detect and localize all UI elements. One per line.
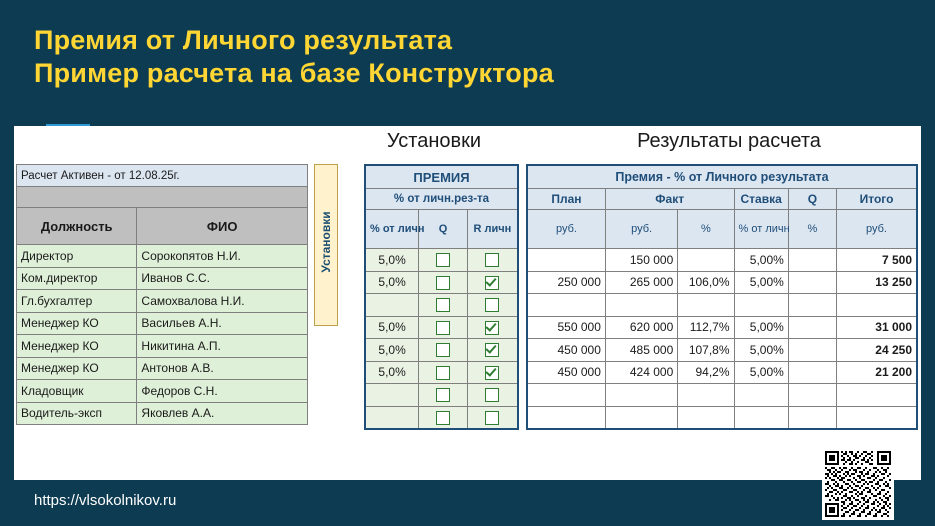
checkbox-r[interactable] [485,388,499,402]
results-table [526,164,918,430]
column-header-q: Q [419,210,468,249]
cell-itogo: 21 200 [837,361,917,384]
cell-fakt: 424 000 [605,361,677,384]
cell-position: Гл.бухгалтер [17,290,137,313]
cell-fio: Антонов А.В. [137,357,308,380]
checkbox-q[interactable] [436,388,450,402]
cell-fakt [605,294,677,317]
settings-title-row [365,165,518,189]
column-header-stavka: Ставка [734,189,788,210]
table-row[interactable] [365,406,518,429]
table-row[interactable] [527,294,917,317]
results-units-row [527,210,917,249]
table-row[interactable] [17,312,308,335]
cell-percent: 106,0% [678,271,734,294]
results-title-row [527,165,917,189]
checkbox-q[interactable] [436,366,450,380]
table-row[interactable] [527,339,917,362]
cell-itogo: 24 250 [837,339,917,362]
cell-position: Ком.директор [17,267,137,290]
table-row[interactable] [17,380,308,403]
table-row[interactable] [365,384,518,407]
cell-fio: Иванов С.С. [137,267,308,290]
checkbox-q-cell[interactable] [419,271,468,294]
checkbox-q[interactable] [436,321,450,335]
table-row[interactable] [17,290,308,313]
cell-itogo: 7 500 [837,249,917,272]
title-line-1: Премия от Личного результата [34,25,453,55]
checkbox-r-cell[interactable] [467,384,518,407]
cell-percent[interactable]: 5,0% [365,249,419,272]
cell-plan [527,249,605,272]
checkbox-r-cell[interactable] [467,339,518,362]
cell-percent[interactable] [365,384,419,407]
cell-plan [527,406,605,429]
table-row[interactable] [365,361,518,384]
cell-itogo [837,294,917,317]
cell-plan: 550 000 [527,316,605,339]
settings-header-row [365,210,518,249]
cell-percent [678,249,734,272]
results-group-header-row [527,189,917,210]
checkbox-q-cell[interactable] [419,384,468,407]
site-url: https://vlsokolnikov.ru [34,492,177,509]
column-header-itogo: Итого [837,189,917,210]
cell-percent: 107,8% [678,339,734,362]
cell-q [788,316,836,339]
table-row[interactable] [365,339,518,362]
cell-fakt [605,406,677,429]
cell-percent[interactable]: 5,0% [365,316,419,339]
checkbox-q-cell[interactable] [419,339,468,362]
cell-percent: 112,7% [678,316,734,339]
cell-itogo [837,384,917,407]
page-title [34,24,554,90]
cell-stavka: 5,00% [734,249,788,272]
cell-fakt: 620 000 [605,316,677,339]
cell-position: Менеджер КО [17,357,137,380]
checkbox-r-cell[interactable] [467,316,518,339]
checkbox-r[interactable] [485,321,499,335]
cell-plan [527,294,605,317]
cell-itogo: 13 250 [837,271,917,294]
cell-fakt: 150 000 [605,249,677,272]
cell-q [788,361,836,384]
cell-stavka: 5,00% [734,316,788,339]
status-badge: Расчет Активен - от 12.08.25г. [17,165,308,187]
title-line-2: Пример расчета на базе Конструктора [34,58,554,88]
column-header-fio: ФИО [137,208,308,245]
cell-fakt: 485 000 [605,339,677,362]
settings-table [364,164,519,430]
cell-stavka [734,384,788,407]
checkbox-q-cell[interactable] [419,249,468,272]
table-row[interactable] [527,271,917,294]
cell-stavka [734,294,788,317]
cell-stavka: 5,00% [734,271,788,294]
checkbox-r[interactable] [485,253,499,267]
checkbox-q-cell[interactable] [419,316,468,339]
cell-position: Водитель-эксп [17,402,137,425]
table-row[interactable] [527,361,917,384]
cell-fio: Яковлев А.А. [137,402,308,425]
cell-percent: 94,2% [678,361,734,384]
checkbox-r[interactable] [485,366,499,380]
checkbox-q[interactable] [436,253,450,267]
column-header-position: Должность [17,208,137,245]
checkbox-q-cell[interactable] [419,406,468,429]
cell-q [788,294,836,317]
cell-plan: 250 000 [527,271,605,294]
cell-position: Директор [17,245,137,268]
status-row [17,165,308,187]
results-section-title: Результаты расчета [637,130,821,152]
cell-percent[interactable]: 5,0% [365,361,419,384]
staff-table [16,164,308,425]
column-header-q: Q [788,189,836,210]
cell-fio: Сорокопятов Н.И. [137,245,308,268]
checkbox-r-cell[interactable] [467,361,518,384]
cell-fio: Васильев А.Н. [137,312,308,335]
tab-settings[interactable] [314,164,338,326]
cell-position: Менеджер КО [17,312,137,335]
checkbox-q[interactable] [436,276,450,290]
unit-plan: руб. [527,210,605,249]
unit-percent: % [678,210,734,249]
cell-itogo [837,406,917,429]
checkbox-r[interactable] [485,411,499,425]
cell-plan: 450 000 [527,339,605,362]
checkbox-q[interactable] [436,343,450,357]
checkbox-q[interactable] [436,411,450,425]
table-row[interactable] [365,249,518,272]
unit-itogo: руб. [837,210,917,249]
gray-band [17,187,308,208]
checkbox-r-cell[interactable] [467,406,518,429]
cell-percent [678,294,734,317]
tab-settings-label: Установки [319,211,333,273]
unit-fakt: руб. [605,210,677,249]
cell-fio: Федоров С.Н. [137,380,308,403]
table-row[interactable] [527,316,917,339]
table-row[interactable] [527,249,917,272]
cell-percent[interactable]: 5,0% [365,271,419,294]
cell-fakt [605,384,677,407]
checkbox-r-cell[interactable] [467,271,518,294]
cell-stavka: 5,00% [734,339,788,362]
spreadsheet-panel [14,126,921,480]
table-row[interactable] [365,271,518,294]
table-row[interactable] [17,357,308,380]
table-row[interactable] [17,245,308,268]
cell-percent[interactable] [365,294,419,317]
cell-plan [527,384,605,407]
table-row[interactable] [527,384,917,407]
cell-q [788,339,836,362]
cell-percent [678,406,734,429]
unit-stavka: % от личн [734,210,788,249]
checkbox-r-cell[interactable] [467,294,518,317]
settings-section-title: Установки [386,130,482,152]
cell-q [788,249,836,272]
cell-q [788,406,836,429]
cell-percent [678,384,734,407]
cell-percent[interactable] [365,406,419,429]
table-row[interactable] [365,316,518,339]
table-row[interactable] [527,406,917,429]
table-row[interactable] [17,267,308,290]
results-title: Премия - % от Личного результата [527,165,917,189]
column-header-r: R личн [467,210,518,249]
checkbox-r[interactable] [485,298,499,312]
staff-header-row [17,208,308,245]
table-row[interactable] [365,294,518,317]
cell-stavka: 5,00% [734,361,788,384]
checkbox-r[interactable] [485,343,499,357]
checkbox-r[interactable] [485,276,499,290]
settings-subtitle: % от личн.рез-та [365,189,518,210]
cell-position: Менеджер КО [17,335,137,358]
cell-fio: Самохвалова Н.И. [137,290,308,313]
column-header-percent: % от личн [365,210,419,249]
cell-plan: 450 000 [527,361,605,384]
cell-fio: Никитина А.П. [137,335,308,358]
qr-code-icon [822,448,894,520]
table-row[interactable] [17,402,308,425]
unit-q: % [788,210,836,249]
checkbox-q-cell[interactable] [419,361,468,384]
checkbox-q[interactable] [436,298,450,312]
cell-itogo: 31 000 [837,316,917,339]
cell-stavka [734,406,788,429]
checkbox-q-cell[interactable] [419,294,468,317]
cell-q [788,271,836,294]
checkbox-r-cell[interactable] [467,249,518,272]
table-row[interactable] [17,335,308,358]
cell-q [788,384,836,407]
gray-band-row [17,187,308,208]
column-header-plan: План [527,189,605,210]
settings-subtitle-row [365,189,518,210]
cell-fakt: 265 000 [605,271,677,294]
cell-position: Кладовщик [17,380,137,403]
cell-percent[interactable]: 5,0% [365,339,419,362]
settings-title: ПРЕМИЯ [365,165,518,189]
column-header-fakt: Факт [605,189,734,210]
